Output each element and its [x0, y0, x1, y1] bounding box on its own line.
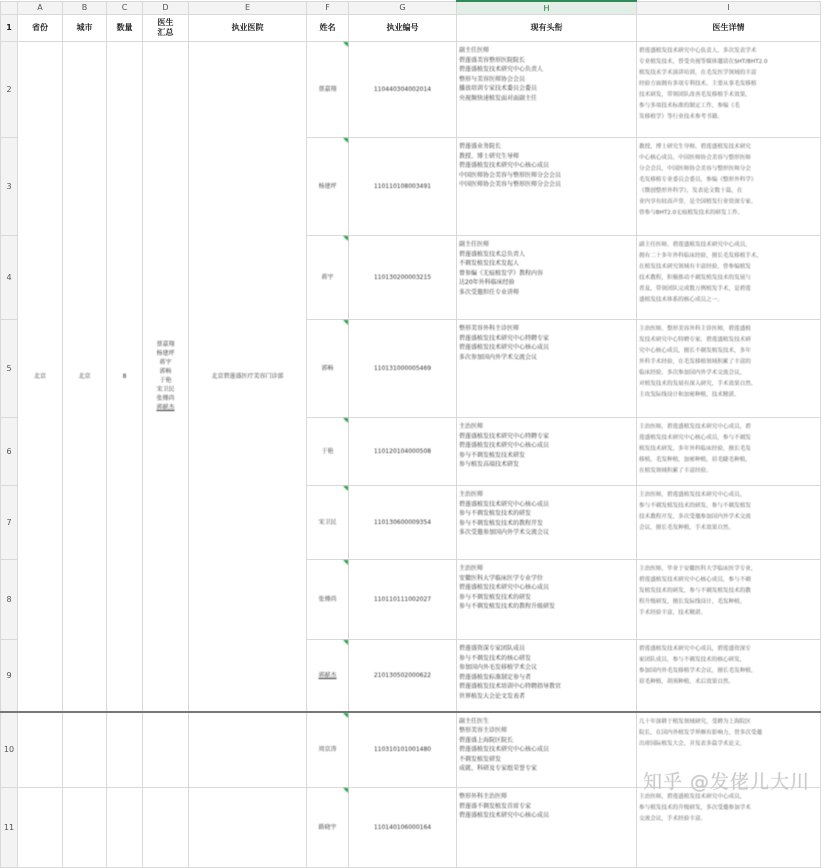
detail-line: 碧莲盛植发技术研究中心负责人，多次发表学术: [639, 48, 757, 54]
detail-line: 副主任医师，碧莲盛植发技术研究中心成员，: [639, 242, 751, 248]
title-line: 多次受邀参加国内外学术交流会议: [459, 529, 550, 536]
city-cell[interactable]: [63, 712, 107, 788]
license-cell[interactable]: 110110108003491: [349, 138, 457, 236]
detail-cell[interactable]: [637, 236, 821, 320]
doctor-name: 郭献杰: [318, 671, 337, 679]
doctor-name-cell[interactable]: [307, 320, 349, 418]
title-line: 曾参编《无痕植发学》教程内容: [459, 269, 544, 277]
city-cell[interactable]: [63, 788, 107, 868]
watermark: 知乎 @发佬儿大川: [642, 771, 810, 793]
detail-line: 业内享有较高声誉，是全国植发行业资深专家。: [639, 199, 757, 205]
comment-indicator-icon: [343, 236, 348, 241]
title-line: 碧莲盛植发技术研究中心核心成员: [459, 500, 550, 508]
detail-line: 出席国际植发大会，并发表多篇学术论文。: [639, 740, 746, 747]
detail-cell[interactable]: [637, 418, 821, 486]
detail-line: 分会会员，中国医师协会美容与整形医师分会: [639, 166, 751, 172]
column-header-d[interactable]: D: [143, 1, 189, 15]
detail-line: 主攻发际线设计和加密种植，技术精湛。: [639, 392, 740, 398]
summary-cell[interactable]: [143, 788, 189, 868]
detail-line: 参与植发技术的升级研发，多次受邀参加学术: [639, 805, 751, 811]
city-cell[interactable]: 北京: [63, 42, 107, 712]
detail-line: 移植，毛发种植，加密种植，眉毛睫毛种植，: [639, 457, 751, 463]
title-line: 参加国内外毛发移植学术会议: [459, 664, 538, 671]
detail-line: 主治医师，碧莲盛植发技术研究中心成员，: [639, 492, 746, 498]
detail-line: 交流会议，手术经验丰富。: [639, 816, 707, 822]
count-cell[interactable]: 8: [107, 42, 143, 712]
detail-line: 发技术研究中心特聘专家，碧莲盛植发技术研: [639, 337, 751, 343]
title-line: 参与不剃发植发技术的教程升级研发: [459, 603, 556, 610]
title-line: 教授、博士研究生导师: [459, 152, 520, 160]
detail-line: 中心核心成员。中国医师协会美容与整形医师: [639, 155, 751, 161]
detail-line: 在植发技术研究领域有丰富经验，曾参编植发: [639, 264, 751, 270]
detail-line: 技术研发，带领团队改善毛发移植手术效果，: [639, 92, 751, 98]
detail-line: 外科手术经验，在毛发移植领域积累了丰富的: [639, 359, 751, 365]
titles-cell[interactable]: [457, 640, 637, 712]
license-cell[interactable]: 110440304002014: [349, 42, 457, 138]
title-line: 碧莲盛美容整形医院院长: [459, 56, 526, 64]
detail-line: 植发技术学术演讲培训，在毛发医学领域的丰富: [639, 70, 757, 76]
header-city[interactable]: 城市: [63, 15, 107, 42]
detail-line: 普及，带领团队完成数万例植发手术，是碧莲: [639, 286, 751, 292]
titles-cell[interactable]: [457, 486, 637, 560]
row-number[interactable]: 6: [1, 418, 18, 486]
title-line: 主治医师: [459, 491, 484, 498]
doctor-summary-name: 宋卫民: [156, 386, 175, 394]
detail-line: 植发技术研发，多年外科临床经验，擅长毛发: [639, 446, 751, 452]
detail-line: 对植发技术的发展有深入研究，手术效果自然。: [639, 381, 757, 387]
province-cell[interactable]: [18, 788, 63, 868]
doctor-name: 蔡嘉翔: [318, 86, 337, 93]
detail-line: 几十年深耕于植发领域研究，受聘为上海院区: [639, 718, 751, 725]
detail-line: 程升级研发，擅长发际线设计，毛发种植，: [639, 599, 746, 605]
detail-cell[interactable]: [637, 788, 821, 868]
titles-cell[interactable]: [457, 320, 637, 418]
license-cell[interactable]: 210130502000622: [349, 640, 457, 712]
detail-line: 手术经验丰富，技术精湛。: [639, 610, 707, 616]
comment-indicator-icon: [343, 560, 348, 565]
title-line: 副主任医师: [459, 47, 490, 54]
doctor-name-cell[interactable]: [307, 640, 349, 712]
doctor-name-cell[interactable]: [307, 486, 349, 560]
title-line: 达20年外科临床经验: [459, 279, 515, 286]
comment-indicator-icon: [343, 788, 348, 793]
doctor-name: 杨建坪: [318, 183, 337, 190]
title-line: 碧莲盛植发标准制定参与者: [459, 673, 532, 681]
title-line: 碧莲盛不剃发植发首席专家: [459, 802, 532, 810]
column-header-i[interactable]: I: [637, 1, 821, 15]
count-cell[interactable]: [107, 788, 143, 868]
detail-line: 主治医师，整形美容外科主诊医师，碧莲盛植: [639, 326, 751, 332]
column-header-b[interactable]: B: [63, 1, 107, 15]
row-number[interactable]: 4: [1, 236, 18, 320]
doctor-summary-name: 于艳: [159, 377, 172, 385]
title-line: 副主任医生: [459, 717, 490, 725]
titles-cell[interactable]: [457, 418, 637, 486]
comment-indicator-icon: [343, 640, 348, 645]
province-cell[interactable]: [18, 712, 63, 788]
detail-line: 参与多项技术标准的制定工作，参编《毛: [639, 103, 740, 109]
column-header-c[interactable]: C: [107, 1, 143, 15]
column-header-row: [1, 1, 821, 15]
doctor-name: 蒋宇: [321, 274, 334, 281]
doctor-summary-name: 蔡嘉翔: [156, 341, 175, 349]
title-line: 主治医师: [459, 423, 484, 430]
comment-indicator-icon: [343, 418, 348, 423]
title-line: 成就、科研及专家组荣誉专家: [459, 765, 538, 772]
titles-cell[interactable]: [457, 560, 637, 640]
comment-indicator-icon: [343, 713, 348, 718]
detail-line: 曾参与BHT2.0无痕植发技术的研发工作。: [639, 210, 744, 216]
title-line: 中国医师协会美容与整形医师分会会员: [459, 181, 562, 188]
detail-cell[interactable]: [637, 42, 821, 138]
detail-cell[interactable]: [637, 320, 821, 418]
detail-cell[interactable]: [637, 138, 821, 236]
doctor-name: 于艳: [321, 448, 334, 455]
detail-line: 经验方面拥有多项专利技术。主要从事毛发移植: [639, 81, 757, 87]
title-line: 碧莲盛植发技术研究中心核心成员: [459, 162, 550, 169]
title-line: 整形外科主治医师: [459, 793, 508, 800]
select-all-corner[interactable]: [1, 1, 18, 15]
detail-line: 家团队成员，参与不剃发技术的核心研发，: [639, 657, 746, 663]
title-line: 整形美容外科主诊医师: [459, 325, 520, 332]
title-line: 碧莲盛植发技术研究中心特聘专家: [459, 432, 550, 440]
count-cell[interactable]: [107, 712, 143, 788]
title-line: 整形与美容医师协会会员: [459, 75, 526, 83]
title-line: 参与不剃发技术的核心研发: [459, 654, 532, 662]
title-line: 不剃发植发技术发起人: [459, 260, 520, 267]
column-header-e[interactable]: E: [189, 1, 307, 15]
title-line: 碧莲盛植发技术研究中心核心成员: [459, 812, 550, 819]
title-line: 参与植发高端技术研发: [459, 461, 520, 468]
title-line: 碧莲盛植发技术研究中心核心成员: [459, 344, 550, 351]
header-count[interactable]: 数量: [107, 15, 143, 42]
title-line: 碧莲盛植发技术研究中心负责人: [459, 66, 544, 73]
detail-line: 发移植学》等行业技术参考书籍。: [639, 114, 723, 120]
title-line: 参与不剃发植发技术的研发: [459, 510, 532, 517]
detail-line: 会议，擅长毛发种植，手术效果自然。: [639, 525, 735, 531]
title-line: 碧莲盛植发技术研究中心核心成员: [459, 746, 550, 753]
detail-line: 主治医师，碧莲盛植发技术研究中心成员，碧: [639, 424, 751, 430]
row-number[interactable]: 3: [1, 138, 18, 236]
doctor-summary-name: 杨建坪: [156, 350, 175, 358]
titles-cell[interactable]: [457, 42, 637, 138]
license-cell[interactable]: 110310101001480: [349, 712, 457, 788]
detail-line: 《微创整形外科学》，发表论文数十篇，在: [639, 188, 743, 194]
comment-indicator-icon: [343, 138, 348, 143]
title-line: 安徽医科大学临床医学专业学位: [459, 574, 544, 582]
doctor-name-cell[interactable]: [307, 138, 349, 236]
detail-line: 院长，在国内外植发学界颇有影响力，曾多次受邀: [639, 729, 763, 736]
title-line: 参与不剃发植发技术的教程开发: [459, 519, 544, 527]
header-detail[interactable]: 医生详情: [637, 15, 821, 42]
hospital-cell[interactable]: 北京碧莲盛医疗美容门诊部: [189, 42, 307, 712]
doctor-name: 周京涛: [318, 746, 337, 754]
title-line: 碧莲盛植发技术总负责人: [459, 250, 526, 258]
hospital-cell[interactable]: [189, 712, 307, 788]
doctor-name-cell[interactable]: [307, 788, 349, 868]
detail-cell[interactable]: [637, 560, 821, 640]
doctor-summary-name: 郭献杰: [156, 404, 175, 412]
doctor-summary-name: 郭畅: [159, 368, 172, 376]
detail-line: 莲盛植发技术研究中心核心成员，参与不剃发: [639, 435, 751, 441]
doctor-summary-name: 张傅尚: [156, 395, 175, 403]
header-province[interactable]: 省份: [18, 15, 63, 42]
header-name[interactable]: 姓名: [307, 15, 349, 42]
doctor-name-cell[interactable]: [307, 236, 349, 320]
license-cell[interactable]: 110130200003215: [349, 236, 457, 320]
row-number[interactable]: 2: [1, 42, 18, 138]
title-line: 播放培训专家技术委员会委员: [459, 85, 538, 92]
doctor-name: 宋卫民: [318, 519, 337, 526]
title-line: 碧莲盛植发技术研究中心特聘专家: [459, 334, 550, 342]
detail-line: 临床经验，多次参加国内外学术交流会议，: [639, 370, 746, 376]
detail-cell[interactable]: [637, 486, 821, 560]
header-title[interactable]: 现有头衔: [457, 15, 637, 42]
column-header-a[interactable]: A: [18, 1, 63, 15]
titles-cell[interactable]: [457, 788, 637, 868]
title-line: 碧莲盛植发技术培训中心特聘指导教官: [459, 683, 562, 690]
detail-line: 参加国内外毛发移植学术会议，擅长毛发种植，: [639, 668, 757, 674]
detail-line: 教授，博士研究生导师，碧莲盛植发技术研究: [639, 144, 751, 150]
detail-line: 在植发领域积累了丰富经验。: [639, 468, 712, 474]
doctor-name: 路晓宇: [318, 824, 337, 831]
titles-cell[interactable]: [457, 236, 637, 320]
detail-line: 发植发技术的研发，参与不剃发植发技术的教: [639, 588, 751, 594]
title-line: 碧莲盛资深专家团队成员: [459, 645, 526, 652]
detail-line: 碧莲盛植发技术研究中心成员，碧莲盛资深专: [639, 646, 751, 652]
title-line: 副主任医师: [459, 241, 490, 248]
title-line: 主治医师: [459, 565, 484, 572]
title-line: 多次受邀担任专业讲师: [459, 288, 520, 296]
table-row: [1, 42, 821, 138]
doctor-name: 郭畅: [321, 365, 334, 372]
title-line: 世界植发大会论文发表者: [459, 692, 526, 700]
detail-line: 毛发移植专业委员会委员，参编《整形外科学》: [639, 177, 757, 183]
title-line: 碧莲盛业务院长: [459, 143, 502, 150]
title-line: 整形美容主诊医师: [459, 727, 508, 734]
license-cell[interactable]: 110131000005469: [349, 320, 457, 418]
hospital-cell[interactable]: [189, 788, 307, 868]
detail-line: 参与不剃发植发技术的研发，参与不剃发植发: [639, 503, 751, 509]
detail-line: 究中心核心成员，擅长不剃发植发技术，多年: [639, 348, 751, 354]
detail-cell[interactable]: [637, 640, 821, 712]
detail-line: 主治医师，碧莲盛植发技术研究中心成员，: [639, 794, 746, 800]
detail-line: 碧莲盛植发技术研究中心核心成员，参与不剃: [639, 577, 751, 583]
row-number[interactable]: 5: [1, 320, 18, 418]
comment-indicator-icon: [343, 42, 348, 47]
detail-line: 主治医师，毕业于安徽医科大学临床医学专业，: [639, 566, 757, 572]
titles-cell[interactable]: [457, 712, 637, 788]
detail-line: 眉毛种植，胡须种植，术后效果自然。: [639, 679, 735, 685]
detail-line: 技术教程开发，多次受邀参加国内外学术交流: [639, 514, 751, 520]
detail-line: 盛植发技术体系的核心成员之一。: [639, 297, 723, 303]
header-license[interactable]: 执业编号: [349, 15, 457, 42]
detail-line: 拥有二十多年外科临床经验，擅长毛发移植手术，: [639, 253, 763, 259]
header-hospital[interactable]: 执业医院: [189, 15, 307, 42]
doctor-summary-cell[interactable]: [143, 42, 189, 712]
title-line: 参与不剃发植发技术的研发: [459, 593, 532, 601]
table-row: [1, 788, 821, 868]
doctor-name-cell[interactable]: [307, 712, 349, 788]
title-line: 碧莲盛上海院区院长: [459, 736, 514, 744]
title-line: 多次参加国内外学术交流会议: [459, 353, 538, 361]
detail-line: 专业植发技术，曾受央视等媒体邀请在SHT/BHT2.0: [639, 59, 768, 65]
column-header-f[interactable]: F: [307, 1, 349, 15]
row-number[interactable]: 7: [1, 486, 18, 560]
title-line: 不剃发植发研发: [459, 755, 502, 763]
title-line: 碧莲盛植发技术研究中心核心成员: [459, 442, 550, 449]
title-line: 碧莲盛植发技术研究中心核心成员: [459, 584, 550, 591]
row-number[interactable]: 10: [1, 712, 18, 788]
comment-indicator-icon: [343, 486, 348, 491]
province-cell[interactable]: 北京: [18, 42, 63, 712]
doctor-summary-name: 蒋宇: [159, 359, 172, 367]
row-number[interactable]: 8: [1, 560, 18, 640]
header-summary[interactable]: 医生 汇总: [143, 15, 189, 42]
detail-line: 技术教程，积极推动不剃发植发技术的发展与: [639, 275, 751, 281]
summary-cell[interactable]: [143, 712, 189, 788]
column-header-h[interactable]: H: [457, 1, 637, 15]
title-line: 央视频快速植发面对面副主任: [459, 94, 538, 102]
doctor-name-cell[interactable]: [307, 42, 349, 138]
doctor-name-cell[interactable]: [307, 418, 349, 486]
row-number[interactable]: 9: [1, 640, 18, 712]
row-number[interactable]: 11: [1, 788, 18, 868]
column-header-g[interactable]: G: [349, 1, 457, 15]
table-header-row: [1, 15, 821, 42]
license-cell[interactable]: 110120104000508: [349, 418, 457, 486]
doctor-name: 张傅尚: [318, 596, 337, 603]
titles-cell[interactable]: [457, 138, 637, 236]
license-cell[interactable]: 110140106000164: [349, 788, 457, 868]
row-number[interactable]: 1: [1, 15, 18, 42]
title-line: 中国医师协会美容与整形医师分会会员: [459, 171, 562, 179]
title-line: 参与不剃发植发技术研发: [459, 451, 526, 459]
comment-indicator-icon: [343, 320, 348, 325]
license-cell[interactable]: 110110111002027: [349, 560, 457, 640]
doctor-name-cell[interactable]: [307, 560, 349, 640]
license-cell[interactable]: 110130600009354: [349, 486, 457, 560]
